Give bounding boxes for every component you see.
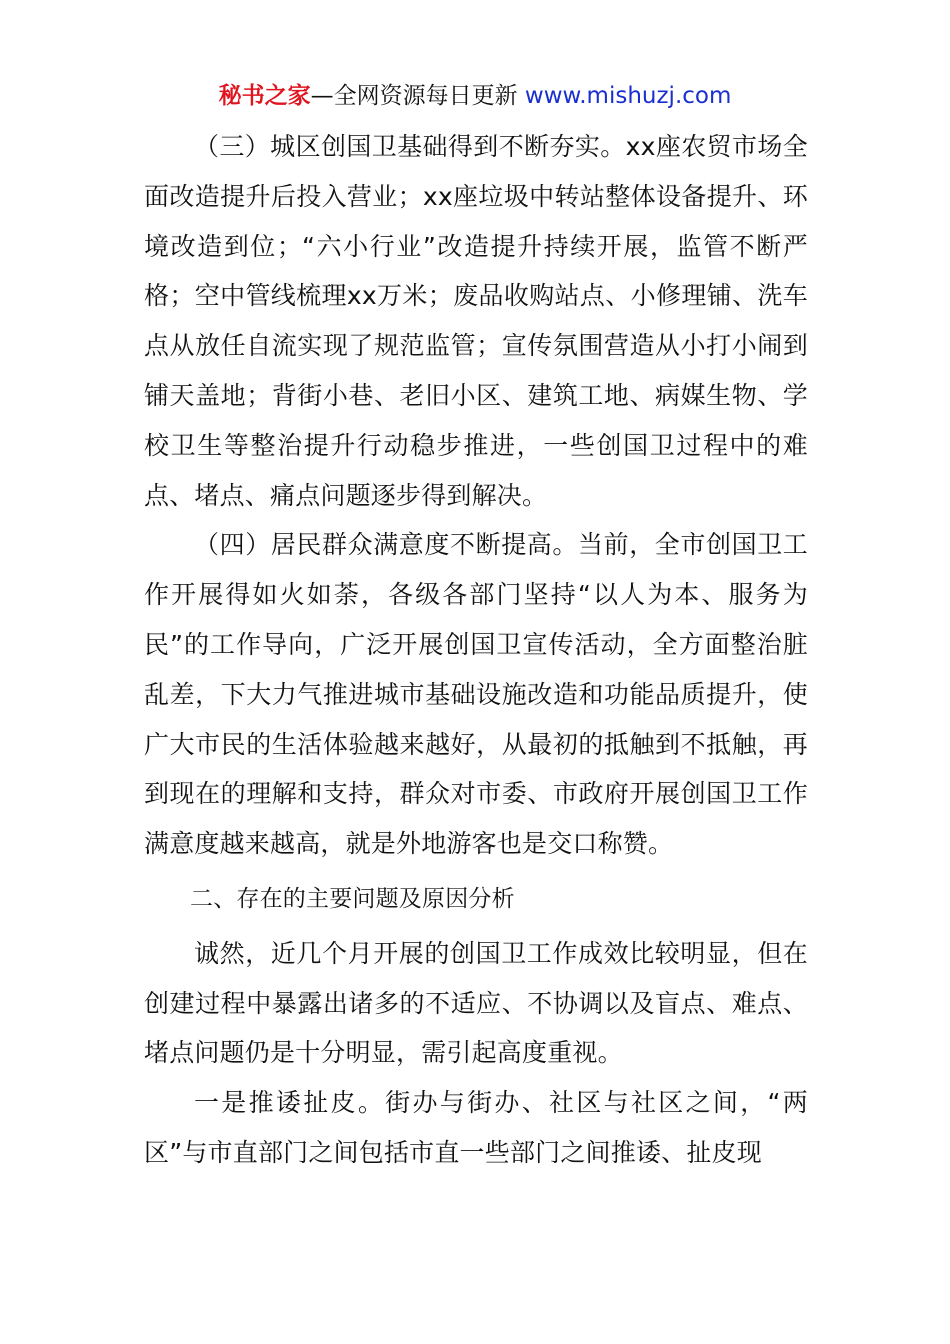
banner-slogan: —全网资源每日更新 — [310, 83, 518, 109]
paragraph-section-4: （四）居民群众满意度不断提高。当前，全市创国卫工作开展得如火如荼，各级各部门坚持“以人为本、服务为民”的工作导向，广泛开展创国卫宣传活动，全方面整治脏乱差，下大力气推进城市基础设施改造和功能品质提升，使广大市民的生活体验越来越好，从最初的抵触到不抵触，再到现在的理解和支持，群众对市委、市政府开展创国卫工作满意度越来越高，就是外地游客也是交口称赞。 — [144, 530, 808, 859]
paragraph-problems-intro: 诚然，近几个月开展的创国卫工作成效比较明显，但在创建过程中暴露出诸多的不适应、不协调以及盲点、难点、堵点问题仍是十分明显，需引起高度重视。 — [144, 938, 808, 1068]
banner-url[interactable]: www.mishuzj.com — [524, 83, 732, 109]
paragraph-problem-1: 一是推诿扯皮。街办与街办、社区与社区之间，“两区”与市直部门之间包括市直一些部门之间推诿、扯皮现 — [144, 1088, 808, 1167]
section-heading-problems: 二、存在的主要问题及原因分析 — [190, 885, 515, 912]
site-banner — [0, 80, 950, 112]
paragraph-section-3: （三）城区创国卫基础得到不断夯实。xx座农贸市场全面改造提升后投入营业；xx座垃圾中转站整体设备提升、环境改造到位；“六小行业”改造提升持续开展，监管不断严格；空中管线梳理xx万米；废品收购站点、小修理铺、洗车点从放任自流实现了规范监管；宣传氛围营造从小打小闹到铺天盖地；背街小巷、老旧小区、建筑工地、病媒生物、学校卫生等整治提升行动稳步推进，一些创国卫过程中的难点、堵点、痛点问题逐步得到解决。 — [144, 132, 808, 510]
document-body — [144, 122, 808, 1178]
brand-name: 秘书之家 — [218, 83, 311, 109]
